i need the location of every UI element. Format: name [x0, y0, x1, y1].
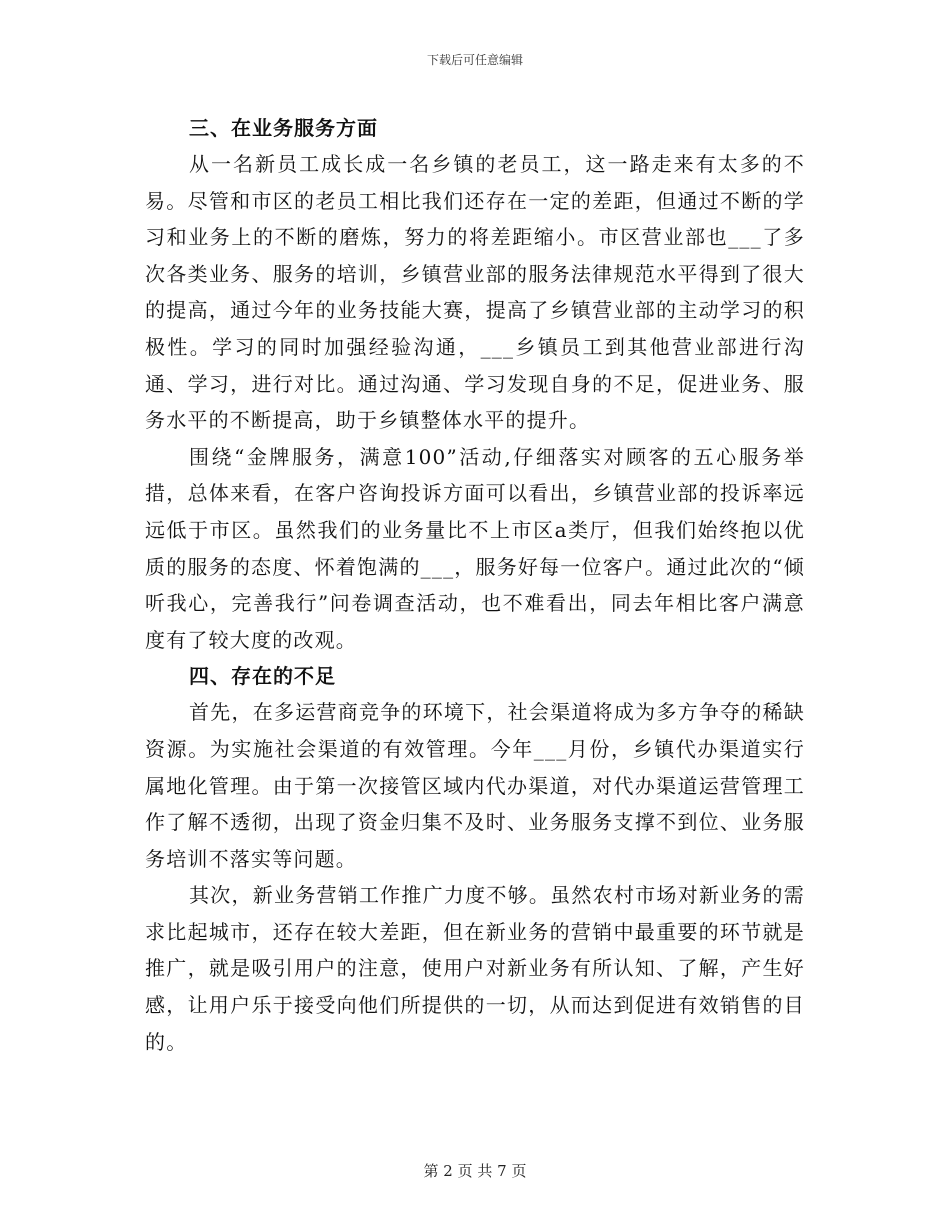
section-heading-business-service: 三、在业务服务方面	[189, 116, 378, 140]
paragraph: 其次，新业务营销工作推广力度不够。虽然农村市场对新业务的需求比起城市，还存在较大差距，但在新业务的营销中最重要的环节就是推广，就是吸引用户的注意，使用户对新业务有所认知、了解，产生好感，让用户乐于接受向他们所提供的一切，从而达到促进有效销售的目的。	[145, 883, 805, 1054]
page-number: 第 2 页 共 7 页	[423, 1162, 527, 1180]
header-note: 下载后可任意编辑	[426, 53, 523, 67]
document-body	[145, 110, 805, 1060]
paragraph: 从一名新员工成长成一名乡镇的老员工，这一路走来有太多的不易。尽管和市区的老员工相比我们还存在一定的差距，但通过不断的学习和业务上的不断的磨炼，努力的将差距缩小。市区营业部也___了多次各类业务、服务的培训，乡镇营业部的服务法律规范水平得到了很大的提高，通过今年的业务技能大赛，提高了乡镇营业部的主动学习的积极性。学习的同时加强经验沟通，___乡镇员工到其他营业部进行沟通、学习，进行对比。通过沟通、学习发现自身的不足，促进业务、服务水平的不断提高，助于乡镇整体水平的提升。	[145, 152, 805, 433]
paragraph: 首先，在多运营商竞争的环境下，社会渠道将成为多方争夺的稀缺资源。为实施社会渠道的有效管理。今年___月份，乡镇代办渠道实行属地化管理。由于第一次接管区域内代办渠道，对代办渠道运营管理工作了解不透彻，出现了资金归集不及时、业务服务支撑不到位、业务服务培训不落实等问题。	[145, 700, 805, 871]
paragraph: 围绕“金牌服务，满意100”活动,仔细落实对顾客的五心服务举措，总体来看，在客户咨询投诉方面可以看出，乡镇营业部的投诉率远远低于市区。虽然我们的业务量比不上市区a类厅，但我们始终抱以优质的服务的态度、怀着饱满的___，服务好每一位客户。通过此次的“倾听我心，完善我行”问卷调查活动，也不难看出，同去年相比客户满意度有了较大度的改观。	[145, 444, 805, 652]
section-heading-shortcomings: 四、存在的不足	[189, 664, 336, 689]
